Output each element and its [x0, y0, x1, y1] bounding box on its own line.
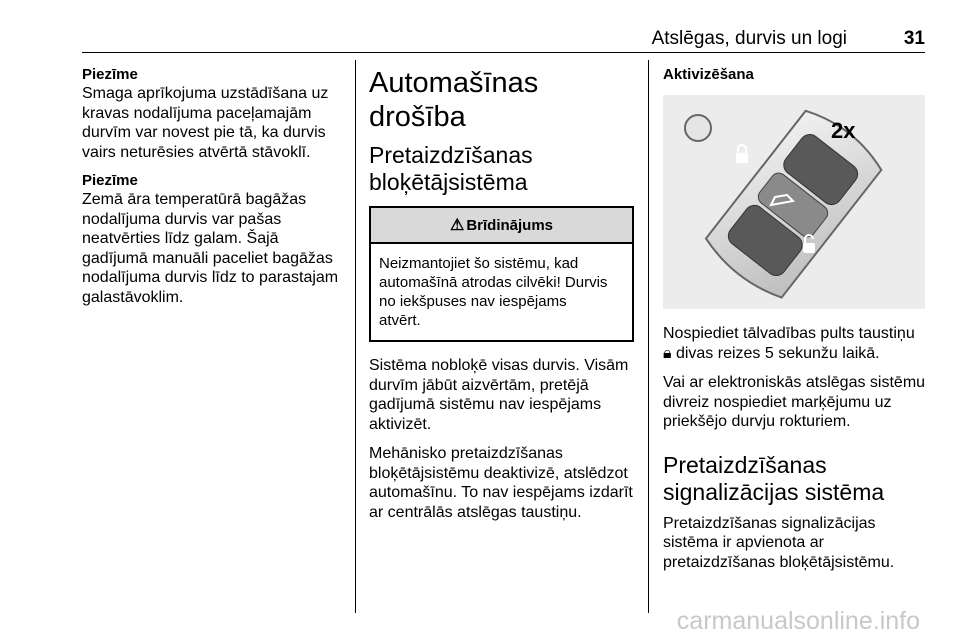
column-right	[663, 66, 928, 582]
warning-box	[369, 206, 634, 342]
section-heading-2: Pretaizdzīšanas signalizācijas sistēma	[663, 451, 885, 505]
remote-key-illustration	[663, 95, 925, 309]
subheading: Aktivizēšana	[663, 66, 754, 83]
note-title: Piezīme	[82, 66, 138, 83]
warning-header	[371, 208, 632, 244]
warning-text: Neizmantojiet šo sistēmu, kad automašīnā atrodas cilvēki! Durvis no iekšpuses nav iespējams atvērt.	[379, 255, 608, 329]
watermark: carmanualsonline.info	[676, 607, 920, 635]
note-title: Piezīme	[82, 172, 138, 189]
note-block	[82, 66, 344, 162]
page-number: 31	[903, 28, 925, 49]
column-middle	[369, 66, 634, 532]
column-divider	[355, 60, 356, 613]
paragraph: Sistēma nobloķē visas durvis. Visām durvīm jābūt aizvērtām, pretējā gadījumā sistēmu nav iespējams aktivizēt.	[369, 357, 629, 433]
subsection-heading: Pretaizdzīšanas bloķētājsistēma	[369, 142, 533, 195]
note-text: Smaga aprīkojuma uzstādīšana uz kravas nodalījuma paceļamajām durvīm var novest pie tā, ka durvis vairs neturēsies atvērtā stāvoklī.	[82, 85, 329, 161]
paragraph: Nospiediet tālvadības pults taustiņu 🔒︎ divas reizes 5 sekunžu laikā.	[663, 325, 915, 362]
warning-triangle-icon: ⚠	[449, 217, 465, 234]
page-header	[82, 24, 925, 53]
note-text: Zemā āra temperatūrā bagāžas nodalījuma durvis var pašas neatvērties līdz galam. Šajā gadījumā manuāli paceliet bagāžas nodalījuma durvis līdz to parastajam galastāvoklim.	[82, 191, 339, 306]
note-block	[82, 172, 344, 307]
section-heading: Automašīnas drošība	[369, 67, 539, 133]
paragraph: Pretaizdzīšanas signalizācijas sistēma ir apvienota ar pretaizdzīšanas bloķētājsistēmu.	[663, 514, 895, 571]
column-left	[82, 66, 344, 317]
paragraph: Vai ar elektroniskās atslēgas sistēmu divreiz nospiediet marķējumu uz priekšējo durvju rokturiem.	[663, 374, 926, 430]
section-title: Atslēgas, durvis un logi	[651, 28, 847, 49]
paragraph: Mehānisko pretaizdzīšanas bloķētājsistēmu deaktivizē, atslēdzot automašīnu. To nav iespējams izdarīt ar centrālās atslēgas taustiņu.	[369, 445, 633, 521]
column-divider	[648, 60, 649, 613]
press-count-label: 2x	[831, 118, 856, 143]
warning-title: Brīdinājums	[466, 216, 554, 234]
